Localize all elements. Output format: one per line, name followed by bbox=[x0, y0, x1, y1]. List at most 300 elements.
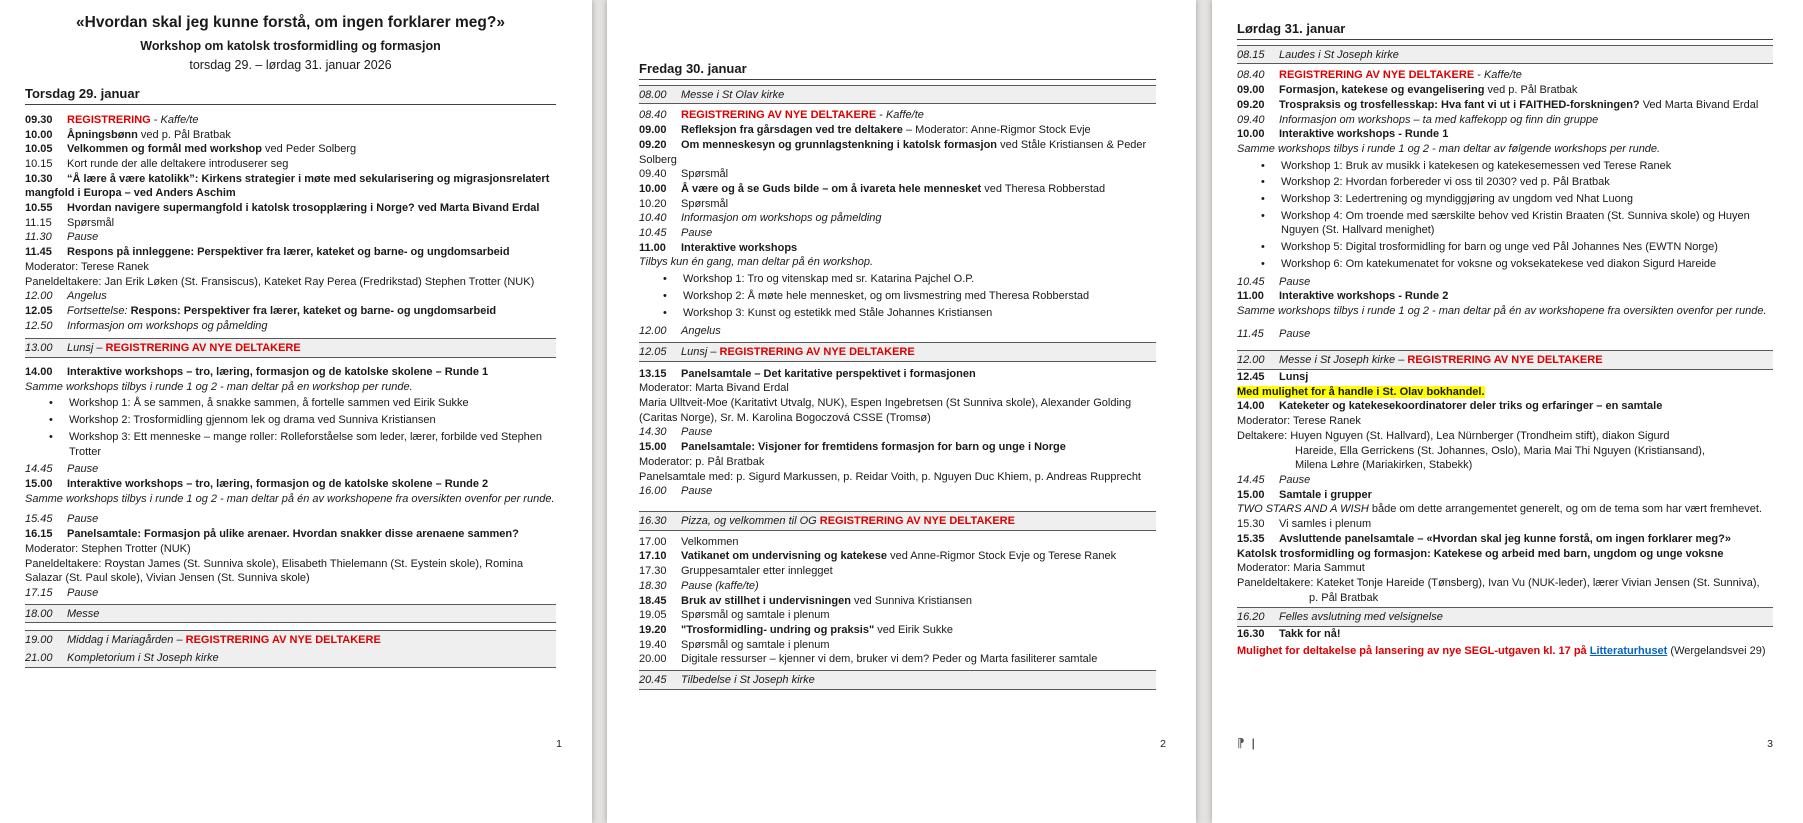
time-label: 16.30 bbox=[1237, 628, 1265, 641]
schedule-row bbox=[1237, 83, 1773, 98]
event-text: Pause bbox=[1279, 473, 1311, 486]
schedule-row bbox=[639, 594, 1156, 609]
schedule-row bbox=[1237, 532, 1773, 561]
schedule-row bbox=[1237, 517, 1773, 532]
page-number: 2 bbox=[1160, 738, 1166, 750]
time-label: 10.30 bbox=[25, 172, 53, 185]
schedule-row bbox=[1237, 113, 1773, 128]
event-text: Interaktive workshops – tro, læring, formasjon og de katolske skolene – Runde 2 bbox=[67, 477, 489, 490]
schedule-row bbox=[639, 167, 1156, 182]
bullet-icon: • bbox=[1261, 159, 1265, 172]
event-text: REGISTRERING AV NYE DELTAKERE bbox=[185, 634, 381, 647]
event-text: p. Pål Bratbak bbox=[1309, 591, 1379, 604]
event-text: Interaktive workshops bbox=[681, 241, 798, 254]
time-label: 09.30 bbox=[25, 113, 53, 126]
event-text: ved Peder Solberg bbox=[262, 143, 357, 156]
time-label: 12.00 bbox=[25, 290, 53, 303]
event-text: Mulighet for deltakelse på lansering av nye SEGL-utgaven kl. 17 på bbox=[1237, 644, 1590, 657]
event-text: Messe i St Joseph kirke bbox=[1279, 354, 1396, 367]
schedule-row bbox=[1237, 68, 1773, 83]
event-text: Spørsmål bbox=[681, 168, 729, 181]
event-text: Refleksjon fra gårsdagen ved tre deltakere bbox=[681, 124, 903, 137]
event-text: Trospraksis og trosfellesskap: Hva fant vi ut i FAITHED-forskningen? bbox=[1279, 98, 1640, 111]
schedule-row bbox=[1237, 458, 1773, 473]
time-label: 08.00 bbox=[639, 88, 667, 101]
event-text: Paneldeltakere: Roystan James (St. Sunniva skole), Elisabeth Thielemann (St. Eystein skole), Romina Salazar (St. Paul skole), Vivian Jensen (St. Sunniva skole) bbox=[25, 557, 524, 585]
event-text: Messe i St Olav kirke bbox=[681, 88, 785, 101]
event-text: – bbox=[93, 342, 106, 355]
event-text: ved p. Pål Bratbak bbox=[137, 128, 231, 141]
schedule-row bbox=[1237, 576, 1773, 591]
schedule-bullet-item bbox=[1237, 257, 1773, 272]
schedule-row bbox=[25, 462, 556, 477]
event-text: Ved Marta Bivand Erdal bbox=[1639, 98, 1759, 111]
end-of-document-marks bbox=[1237, 736, 1255, 750]
time-label: 14.00 bbox=[1237, 400, 1265, 413]
time-label: 12.45 bbox=[1237, 371, 1265, 384]
event-text: Messe bbox=[67, 607, 100, 620]
schedule-row bbox=[25, 142, 556, 157]
schedule-row bbox=[25, 630, 556, 649]
schedule-row bbox=[639, 440, 1156, 455]
event-text: REGISTRERING AV NYE DELTAKERE bbox=[819, 514, 1015, 527]
event-text: Pause bbox=[1279, 275, 1311, 288]
event-text: Maria Ulltveit-Moe (Karitativt Utvalg, NUK), Espen Ingebretsen (St Sunniva skole), Alexander Golding (Caritas Norge), Sr. M. Karolina Bogoczová CSSE (Tromsø) bbox=[639, 397, 1132, 424]
event-text: Pizza, og velkommen til OG bbox=[681, 514, 820, 527]
document-subtitle: Workshop om katolsk trosformidling og formasjon bbox=[140, 38, 441, 53]
schedule-row bbox=[1237, 385, 1773, 400]
event-text: Informasjon om workshops og påmelding bbox=[67, 319, 268, 332]
schedule-row bbox=[1237, 627, 1773, 642]
event-text: REGISTRERING AV NYE DELTAKERE bbox=[1279, 69, 1475, 82]
schedule-bullet-item bbox=[25, 396, 556, 411]
event-text: Velkommen og formål med workshop bbox=[67, 143, 262, 156]
event-text: Samme workshops tilbys i runde 1 og 2 - man deltar av følgende workshops per runde. bbox=[1237, 142, 1661, 155]
schedule-row bbox=[1237, 350, 1773, 370]
event-text: – bbox=[707, 345, 720, 358]
event-text: Takk for nå! bbox=[1279, 628, 1341, 641]
schedule-row bbox=[639, 324, 1156, 339]
event-text: Workshop 1: Bruk av musikk i katekesen og katekesemessen ved Terese Ranek bbox=[1281, 159, 1672, 172]
time-label: 12.05 bbox=[639, 345, 667, 358]
schedule-row bbox=[1237, 414, 1773, 429]
event-text: Interaktive workshops – tro, læring, formasjon og de katolske skolene – Runde 1 bbox=[67, 366, 489, 379]
schedule-row bbox=[639, 670, 1156, 690]
page-content bbox=[1212, 0, 1803, 658]
event-text: Paneldeltakere: Kateket Tonje Hareide (Tønsberg), Ivan Vu (NUK-leder), lærer Vivian Jensen (St. Sunniva), bbox=[1237, 576, 1760, 589]
event-text: Informasjon om workshops og påmelding bbox=[681, 212, 882, 225]
schedule-bullet-item bbox=[25, 430, 556, 459]
schedule-row bbox=[25, 201, 556, 216]
document-title-block bbox=[25, 16, 556, 73]
schedule-bullet-item bbox=[639, 289, 1156, 304]
event-text: Hareide, Ella Gerrickens (St. Johannes, Oslo), Maria Mai Thi Nguyen (Kristiansand), bbox=[1295, 444, 1706, 457]
event-text: Laudes i St Joseph kirke bbox=[1279, 48, 1399, 61]
event-text: Om menneskesyn og grunnlagstenkning i katolsk formasjon bbox=[681, 138, 998, 151]
event-text: ved Ståle Kristiansen & Peder Solberg bbox=[639, 138, 1147, 166]
schedule-row bbox=[25, 304, 556, 319]
time-label: 12.00 bbox=[639, 325, 667, 338]
event-text: – Moderator: Anne-Rigmor Stock Evje bbox=[902, 124, 1091, 137]
pilcrow-icon: ⁋ bbox=[1237, 736, 1245, 750]
time-label: 10.40 bbox=[639, 212, 667, 225]
schedule-row bbox=[25, 542, 556, 557]
event-text: Interaktive workshops - Runde 1 bbox=[1279, 128, 1449, 141]
event-text: TWO STARS AND A WISH bbox=[1237, 503, 1369, 516]
time-label: 19.05 bbox=[639, 609, 667, 622]
schedule-row bbox=[639, 470, 1156, 485]
time-label: 19.40 bbox=[639, 638, 667, 651]
event-text: Deltakere: Huyen Nguyen (St. Hallvard), Lea Nürnberger (Trondheim stift), diakon Sigurd bbox=[1237, 429, 1670, 442]
event-text: Kaffe/te bbox=[885, 109, 924, 122]
bullet-icon: • bbox=[663, 306, 667, 319]
event-text: REGISTRERING AV NYE DELTAKERE bbox=[681, 109, 877, 122]
schedule-bullet-item bbox=[1237, 192, 1773, 207]
schedule-row bbox=[639, 623, 1156, 638]
event-text: Kaffe/te bbox=[160, 113, 199, 126]
event-text: - bbox=[1474, 69, 1484, 82]
time-label: 11.45 bbox=[1237, 327, 1264, 340]
time-label: 17.00 bbox=[639, 535, 667, 548]
time-label: 16.30 bbox=[639, 514, 667, 527]
event-text: Formasjon, katekese og evangelisering bbox=[1279, 84, 1485, 97]
document-page-1[interactable] bbox=[0, 0, 592, 823]
schedule-bullet-item bbox=[1237, 175, 1773, 190]
schedule-row bbox=[1237, 644, 1773, 659]
schedule-row bbox=[639, 535, 1156, 550]
time-label: 15.00 bbox=[1237, 488, 1265, 501]
time-label: 19.00 bbox=[25, 634, 53, 647]
schedule-row bbox=[1237, 488, 1773, 503]
schedule-row bbox=[1237, 444, 1773, 459]
schedule-row bbox=[25, 157, 556, 172]
page-number: 1 bbox=[556, 738, 562, 750]
time-label: 10.45 bbox=[1237, 275, 1265, 288]
schedule-row bbox=[639, 182, 1156, 197]
time-label: 15.45 bbox=[25, 513, 53, 526]
text-cursor: | bbox=[1251, 736, 1255, 750]
bullet-icon: • bbox=[49, 414, 53, 427]
schedule-bullet-item bbox=[1237, 240, 1773, 255]
document-date-range: torsdag 29. – lørdag 31. januar 2026 bbox=[189, 58, 392, 73]
event-text: Interaktive workshops - Runde 2 bbox=[1279, 290, 1449, 303]
time-label: 18.45 bbox=[639, 594, 667, 607]
day-heading: Fredag 30. januar bbox=[639, 62, 1156, 80]
event-text: Pause bbox=[1279, 327, 1311, 340]
schedule-row bbox=[25, 586, 556, 601]
event-text: "Trosformidling- undring og praksis" bbox=[681, 623, 875, 636]
bullet-icon: • bbox=[663, 289, 667, 302]
event-text: – bbox=[1395, 354, 1408, 367]
schedule-bullet-item bbox=[1237, 209, 1773, 238]
time-label: 21.00 bbox=[25, 652, 53, 665]
schedule-row bbox=[25, 289, 556, 304]
bullet-icon: • bbox=[1261, 193, 1265, 206]
bullet-icon: • bbox=[1261, 209, 1265, 222]
schedule-row bbox=[25, 527, 556, 542]
event-text: Kompletorium i St Joseph kirke bbox=[67, 652, 219, 665]
time-label: 15.00 bbox=[639, 441, 667, 454]
event-text: Pause bbox=[67, 463, 99, 476]
event-text: Lunsj bbox=[67, 342, 94, 355]
schedule-row bbox=[1237, 127, 1773, 142]
time-label: 09.40 bbox=[639, 168, 667, 181]
event-text: Workshop 1: Tro og vitenskap med sr. Katarina Pajchel O.P. bbox=[683, 273, 975, 286]
event-text: Hvordan navigere supermangfold i katolsk trosopplæring i Norge? ved Marta Bivand Erdal bbox=[67, 202, 540, 215]
bullet-icon: • bbox=[663, 273, 667, 286]
event-text: ved Anne-Rigmor Stock Evje og Terese Ranek bbox=[887, 550, 1117, 563]
schedule-row bbox=[639, 652, 1156, 667]
schedule-row bbox=[25, 113, 556, 128]
schedule-row bbox=[639, 511, 1156, 531]
time-label: 11.30 bbox=[25, 231, 52, 244]
schedule-bullet-item bbox=[639, 306, 1156, 321]
time-label: 10.15 bbox=[25, 157, 53, 170]
event-text: Spørsmål bbox=[681, 197, 729, 210]
event-text: Pause bbox=[67, 586, 99, 599]
schedule-row bbox=[25, 338, 556, 358]
schedule-row bbox=[25, 172, 556, 201]
event-text: Workshop 4: Om troende med særskilte behov ved Kristin Braaten (St. Sunniva skole) og Huyen Nguyen (St. Hallvard menighet) bbox=[1281, 209, 1750, 237]
time-label: 14.30 bbox=[639, 426, 667, 439]
event-text: Samme workshops tilbys i runde 1 og 2 - man deltar på én av workshopene fra oversikten ovenfor per runde. bbox=[1237, 304, 1767, 317]
event-text: Velkommen bbox=[681, 535, 739, 548]
schedule-row bbox=[639, 85, 1156, 105]
day-heading: Lørdag 31. januar bbox=[1237, 22, 1773, 40]
time-label: 11.00 bbox=[1237, 290, 1264, 303]
time-label: 13.15 bbox=[639, 367, 667, 380]
schedule-row bbox=[1237, 502, 1773, 517]
schedule-row bbox=[639, 241, 1156, 256]
page-content bbox=[0, 0, 592, 668]
document-title: «Hvordan skal jeg kunne forstå, om ingen forklarer meg?» bbox=[76, 14, 505, 31]
time-label: 09.20 bbox=[639, 138, 667, 151]
event-text: Lunsj bbox=[681, 345, 708, 358]
time-label: 14.45 bbox=[1237, 473, 1265, 486]
event-text: Pause bbox=[681, 485, 713, 498]
event-text: Lunsj bbox=[1279, 371, 1309, 384]
time-label: 10.55 bbox=[25, 202, 53, 215]
day-heading: Torsdag 29. januar bbox=[25, 87, 556, 105]
schedule-row bbox=[25, 245, 556, 260]
schedule-bullet-item bbox=[1237, 159, 1773, 174]
event-text: - bbox=[876, 109, 886, 122]
schedule-row bbox=[639, 484, 1156, 499]
schedule-row bbox=[25, 557, 556, 586]
event-text: Kateketer og katekesekoordinatorer deler triks og erfaringer – en samtale bbox=[1279, 400, 1663, 413]
schedule-bullet-item bbox=[639, 272, 1156, 287]
time-label: 19.20 bbox=[639, 623, 667, 636]
event-text: Bruk av stillhet i undervisningen bbox=[681, 594, 851, 607]
schedule-row bbox=[1237, 370, 1773, 385]
event-text: Angelus bbox=[681, 325, 721, 338]
schedule-row bbox=[25, 512, 556, 527]
schedule-row bbox=[25, 128, 556, 143]
time-label: 12.50 bbox=[25, 319, 53, 332]
time-label: 09.00 bbox=[1237, 84, 1265, 97]
schedule-row bbox=[639, 342, 1156, 362]
event-text: Åpningsbønn bbox=[67, 128, 138, 141]
event-text: Pause bbox=[681, 227, 713, 240]
event-text: Respons på innleggene: Perspektiver fra lærer, kateket og barne- og ungdomsarbeid bbox=[67, 246, 510, 259]
event-text: REGISTRERING AV NYE DELTAKERE bbox=[1407, 354, 1603, 367]
schedule-row bbox=[639, 608, 1156, 623]
schedule-row bbox=[1237, 399, 1773, 414]
bullet-icon: • bbox=[49, 397, 53, 410]
event-text: Workshop 1: Å se sammen, å snakke sammen, å fortelle sammen ved Eirik Sukke bbox=[69, 397, 469, 410]
event-text: Panelsamtale med: p. Sigurd Markussen, p. Reidar Voith, p. Nguyen Duc Khiem, p. Andreas Rupprecht bbox=[639, 470, 1141, 483]
time-label: 18.30 bbox=[639, 579, 667, 592]
schedule-row bbox=[25, 477, 556, 492]
time-label: 15.30 bbox=[1237, 518, 1265, 531]
event-text: Kaffe/te bbox=[1483, 69, 1522, 82]
schedule-row bbox=[639, 197, 1156, 212]
event-text: REGISTRERING AV NYE DELTAKERE bbox=[719, 345, 915, 358]
event-text: både om dette arrangementet generelt, og om de tema som har vært fremhevet. bbox=[1368, 503, 1762, 516]
event-text: Moderator: Terese Ranek bbox=[25, 260, 149, 273]
schedule-row bbox=[1237, 327, 1773, 342]
event-text: Informasjon om workshops – ta med kaffekopp og finn din gruppe bbox=[1279, 113, 1599, 126]
time-label: 17.30 bbox=[639, 565, 667, 578]
schedule-row bbox=[639, 255, 1156, 270]
schedule-row bbox=[1237, 98, 1773, 113]
event-text: Middag i Mariagården bbox=[67, 634, 174, 647]
event-text: Panelsamtale: Formasjon på ulike arenaer. Hvordan snakker disse arenaene sammen? bbox=[67, 528, 519, 541]
event-text: Milena Løhre (Mariakirken, Stabekk) bbox=[1295, 459, 1473, 472]
schedule-row bbox=[1237, 473, 1773, 488]
schedule-row bbox=[639, 425, 1156, 440]
time-label: 08.40 bbox=[1237, 69, 1265, 82]
event-text: Med mulighet for å handle i St. Olav bokhandel. bbox=[1237, 385, 1485, 398]
schedule-row bbox=[639, 226, 1156, 241]
time-label: 20.45 bbox=[639, 674, 667, 687]
event-text: Moderator: p. Pål Bratbak bbox=[639, 455, 765, 468]
time-label: 10.00 bbox=[639, 182, 667, 195]
event-text: Vatikanet om undervisning og katekese bbox=[681, 550, 888, 563]
time-label: 17.10 bbox=[639, 550, 667, 563]
time-label: 08.40 bbox=[639, 109, 667, 122]
event-text: Workshop 3: Ett menneske – mange roller: Rolleforståelse som leder, lærer, forbilde ved Stephen Trotter bbox=[69, 430, 543, 458]
schedule-row bbox=[639, 579, 1156, 594]
event-text: Samme workshops tilbys i runde 1 og 2 - man deltar på en workshop per runde. bbox=[25, 380, 413, 393]
time-label: 09.20 bbox=[1237, 98, 1265, 111]
event-text: Vi samles i plenum bbox=[1279, 518, 1372, 531]
time-label: 11.45 bbox=[25, 246, 52, 259]
schedule-row bbox=[25, 275, 556, 290]
time-label: 12.05 bbox=[25, 304, 53, 317]
time-label: 13.00 bbox=[25, 342, 53, 355]
event-text: Pause bbox=[681, 426, 713, 439]
event-text: “Å lære å være katolikk”: Kirkens strategier i møte med sekularisering og migrasjonsrelatert mangfold i Europa – ved Anders Aschim bbox=[25, 172, 550, 200]
time-label: 20.00 bbox=[639, 653, 667, 666]
schedule-row bbox=[639, 138, 1156, 167]
time-label: 15.35 bbox=[1237, 532, 1265, 545]
schedule-row bbox=[639, 564, 1156, 579]
event-text: Tilbedelse i St Joseph kirke bbox=[681, 674, 815, 687]
schedule-row bbox=[1237, 45, 1773, 65]
event-text: Pause bbox=[67, 231, 99, 244]
time-label: 09.00 bbox=[639, 124, 667, 137]
event-text: Workshop 2: Å møte hele mennesket, og om livsmestring med Theresa Robberstad bbox=[683, 289, 1090, 302]
schedule-row bbox=[639, 211, 1156, 226]
event-text: Moderator: Terese Ranek bbox=[1237, 415, 1361, 428]
bullet-icon: • bbox=[1261, 257, 1265, 270]
event-text: Workshop 3: Ledertrening og myndiggjøring av ungdom ved Nhat Luong bbox=[1281, 193, 1634, 206]
event-text: (Wergelandsvei 29) bbox=[1667, 644, 1766, 657]
schedule-row bbox=[639, 638, 1156, 653]
schedule-row bbox=[1237, 289, 1773, 304]
schedule-row bbox=[1237, 561, 1773, 576]
event-text: Workshop 6: Om katekumenatet for voksne og voksekatekese ved diakon Sigurd Hareide bbox=[1281, 257, 1717, 270]
litteraturhuset-link[interactable]: Litteraturhuset bbox=[1589, 644, 1668, 657]
bullet-icon: • bbox=[49, 430, 53, 443]
schedule-row bbox=[639, 367, 1156, 382]
event-text: Angelus bbox=[67, 290, 107, 303]
schedule-row bbox=[639, 455, 1156, 470]
schedule-row bbox=[1237, 607, 1773, 627]
schedule-row bbox=[639, 381, 1156, 396]
schedule-bullet-item bbox=[25, 413, 556, 428]
document-page-2[interactable] bbox=[607, 0, 1196, 823]
event-text: Samtale i grupper bbox=[1279, 488, 1372, 501]
schedule-row bbox=[25, 492, 556, 507]
event-text: ved Sunniva Kristiansen bbox=[850, 594, 973, 607]
schedule-row bbox=[25, 319, 556, 334]
event-text: REGISTRERING AV NYE DELTAKERE bbox=[105, 342, 301, 355]
schedule-row bbox=[639, 108, 1156, 123]
time-label: 14.45 bbox=[25, 463, 53, 476]
document-page-3[interactable] bbox=[1212, 0, 1803, 823]
event-text: Pause (kaffe/te) bbox=[681, 579, 759, 592]
event-text: Workshop 2: Trosformidling gjennom lek og drama ved Sunniva Kristiansen bbox=[69, 414, 436, 427]
time-label: 08.15 bbox=[1237, 48, 1265, 61]
event-text: Respons: Perspektiver fra lærer, kateket og barne- og ungdomsarbeid bbox=[130, 304, 497, 317]
time-label: 16.20 bbox=[1237, 611, 1265, 624]
time-label: 16.15 bbox=[25, 528, 53, 541]
time-label: 11.00 bbox=[639, 241, 666, 254]
schedule-row bbox=[25, 230, 556, 245]
event-text: Felles avslutning med velsignelse bbox=[1279, 611, 1443, 624]
event-text: Moderator: Stephen Trotter (NUK) bbox=[25, 542, 191, 555]
event-text: Spørsmål bbox=[67, 216, 115, 229]
time-label: 15.00 bbox=[25, 477, 53, 490]
event-text: Spørsmål og samtale i plenum bbox=[681, 609, 830, 622]
event-text: ved Eirik Sukke bbox=[874, 623, 954, 636]
time-label: 16.00 bbox=[639, 485, 667, 498]
event-text: Pause bbox=[67, 513, 99, 526]
schedule-row bbox=[25, 380, 556, 395]
event-text: Spørsmål og samtale i plenum bbox=[681, 638, 830, 651]
time-label: 09.40 bbox=[1237, 113, 1265, 126]
schedule-row bbox=[1237, 591, 1773, 606]
event-text: Tilbys kun én gang, man deltar på én workshop. bbox=[639, 256, 874, 269]
time-label: 10.45 bbox=[639, 227, 667, 240]
event-text: Workshop 2: Hvordan forbereder vi oss til 2030? ved p. Pål Bratbak bbox=[1281, 176, 1610, 189]
schedule-row bbox=[25, 365, 556, 380]
time-label: 11.15 bbox=[25, 216, 52, 229]
schedule-row bbox=[1237, 142, 1773, 157]
schedule-row bbox=[25, 649, 556, 668]
time-label: 10.00 bbox=[1237, 128, 1265, 141]
time-label: 10.20 bbox=[639, 197, 667, 210]
event-text: REGISTRERING bbox=[67, 113, 151, 126]
event-text: Panelsamtale: Visjoner for fremtidens formasjon for barn og unge i Norge bbox=[681, 441, 1066, 454]
event-text: - bbox=[150, 113, 161, 126]
event-text: ved Theresa Robberstad bbox=[981, 182, 1106, 195]
time-label: 14.00 bbox=[25, 366, 53, 379]
schedule-row bbox=[639, 123, 1156, 138]
schedule-row bbox=[1237, 429, 1773, 444]
